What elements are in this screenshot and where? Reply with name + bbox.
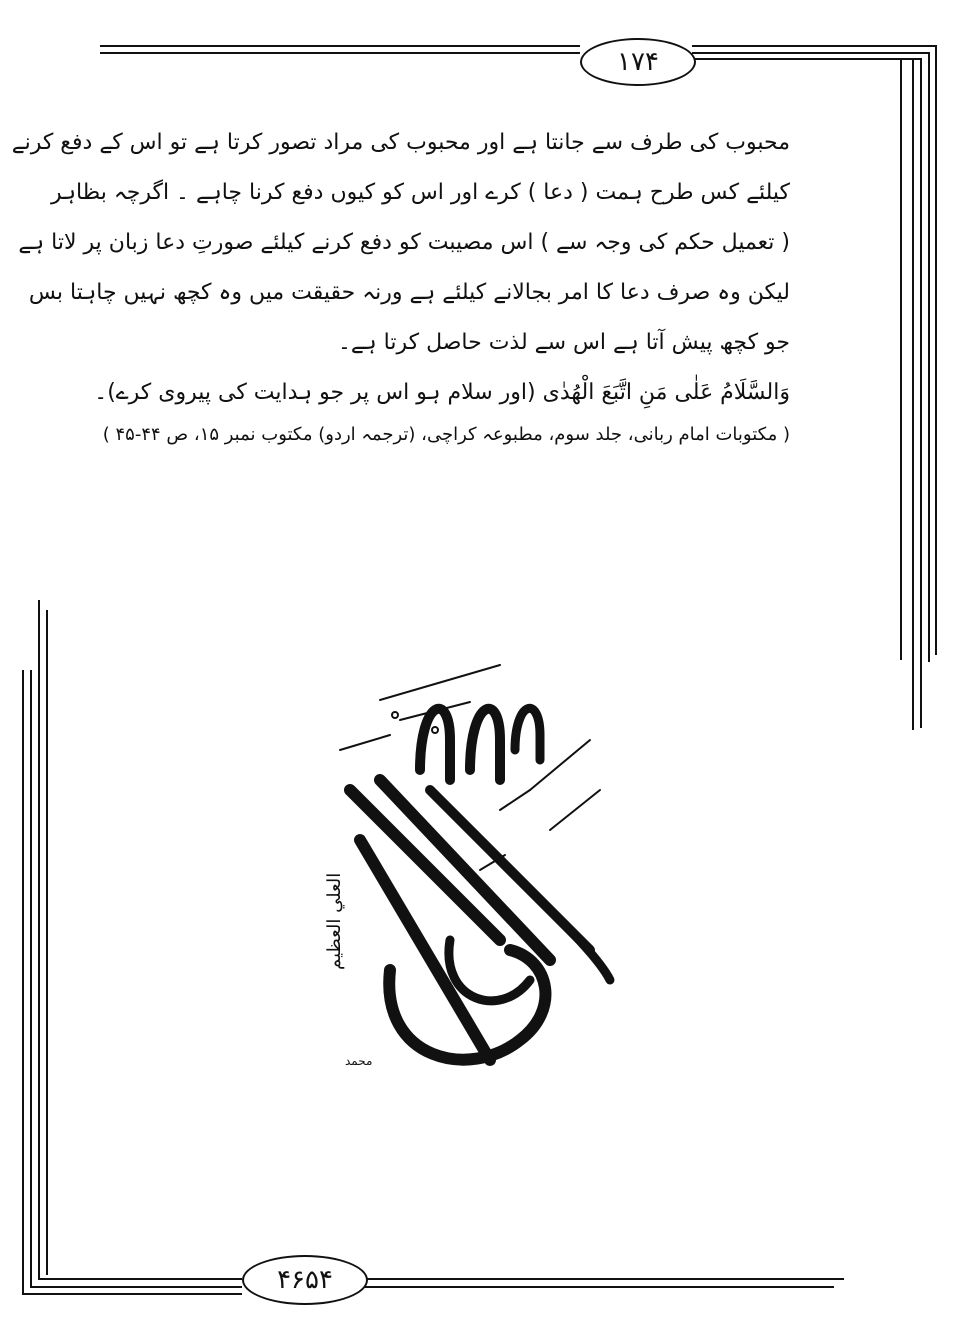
reference-citation: ( مکتوبات امام ربانی، جلد سوم، مطبوعہ کراچی، (ترجمہ اردو) مکتوب نمبر ۱۵، ص ۴۴-۴۵ ): [102, 424, 790, 445]
calligraphy-signature: محمد: [345, 1054, 373, 1068]
salam-urdu: (اور سلام ہو اس پر جو ہدایت کی پیروی کرے)۔: [94, 380, 536, 405]
top-page-number: ۱۷۴: [580, 38, 696, 86]
bottom-page-number: ۴۶۵۴: [242, 1255, 368, 1305]
salam-arabic: وَالسَّلَامُ عَلٰی مَنِ اتَّبَعَ الْهُدٰی: [542, 380, 790, 405]
text-line-5: جو کچھ پیش آتا ہے اس سے لذت حاصل کرتا ہے۔: [337, 330, 790, 355]
text-line-1: محبوب کی طرف سے جانتا ہے اور محبوب کی مراد تصور کرتا ہے تو اس کے دفع کرنے: [11, 130, 790, 155]
main-text-block: [11, 118, 790, 445]
calligraphy-artwork: [300, 640, 640, 1100]
text-line-3: ( تعمیل حکم کی وجہ سے ) اس مصیبت کو دفع کرنے کیلئے صورتِ دعا زبان پر لاتا ہے: [18, 230, 790, 255]
salam-line: [94, 368, 790, 418]
text-line-4: لیکن وہ صرف دعا کا امر بجالانے کیلئے ہے ورنہ حقیقت میں وہ کچھ نہیں چاہتا بس: [28, 280, 790, 305]
calligraphy-side-text: العلي العظيم: [324, 872, 345, 970]
text-line-2: کیلئے کس طرح ہمت ( دعا ) کرے اور اس کو کیوں دفع کرنا چاہے ۔ اگرچہ بظاہر: [50, 180, 790, 205]
